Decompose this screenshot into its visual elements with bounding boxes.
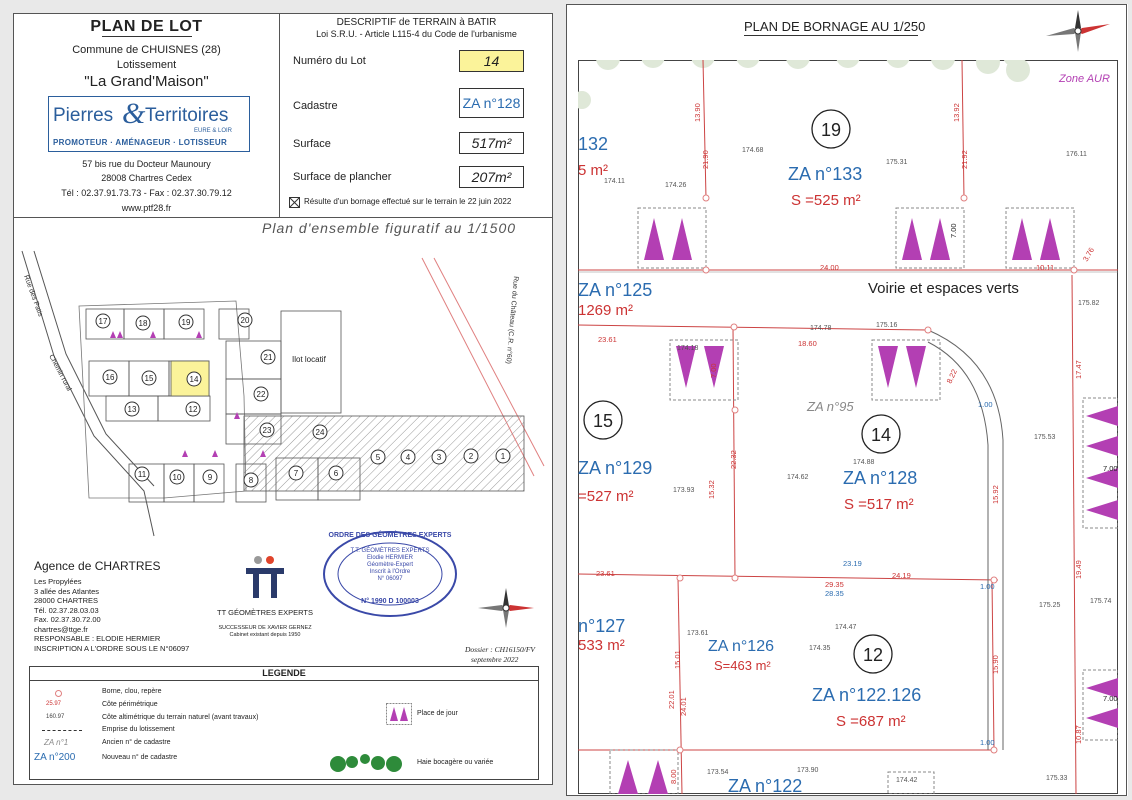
cadastre-value: ZA n°128: [459, 88, 524, 118]
lot-20: 20: [240, 316, 250, 325]
legende-title: LEGENDE: [30, 667, 538, 681]
logo-word-2: Territoires: [145, 105, 229, 126]
legende-text: Emprise du lotissement: [102, 726, 175, 733]
bornage-lot-12: 12: [862, 645, 884, 665]
alt: 175.31: [886, 159, 908, 166]
borne-icon: [55, 690, 62, 697]
legende-text: Côte périmétrique: [102, 701, 158, 708]
dim: 7.00: [709, 363, 718, 378]
row-label-plancher: Surface de plancher: [293, 171, 392, 183]
dim: 22.32: [729, 450, 738, 469]
za-126: ZA n°126: [708, 638, 774, 655]
surface-126: S=463 m²: [714, 658, 771, 673]
lot-4: 4: [405, 453, 411, 462]
dim: 7.00: [1103, 464, 1118, 473]
dim: 23.19: [843, 559, 862, 568]
row-label-cadastre: Cadastre: [293, 100, 338, 112]
dim: 29.35: [825, 580, 844, 589]
dim: 7.00: [949, 223, 958, 238]
alt: 175.74: [1090, 598, 1112, 605]
dim: 23.61: [598, 335, 617, 344]
bornage-lot-14: 14: [870, 425, 892, 445]
stamp-line: Inscrit à l'Ordre: [369, 569, 411, 575]
stamp-line: Elodie HERMIER: [366, 555, 413, 561]
bornage-lot-19: 19: [820, 120, 842, 140]
road-label-chemin: Chemin rural: [47, 353, 73, 393]
za-133: ZA n°133: [788, 164, 863, 184]
alt: 174.62: [787, 474, 809, 481]
plan-ensemble-map: [14, 236, 553, 541]
row-label-lot: Numéro du Lot: [293, 55, 366, 67]
surface-125: 1269 m²: [578, 302, 634, 319]
haie-label: Haie bocagère ou variée: [417, 759, 494, 766]
title-underline: [102, 36, 192, 37]
tt-brand: TT GÉOMÈTRES EXPERTS: [217, 608, 313, 617]
agency-line: INSCRIPTION A L'ORDRE SOUS LE N°06097: [34, 643, 190, 653]
alt: 174.88: [853, 459, 875, 466]
agency-line: chartres@ttge.fr: [34, 624, 88, 634]
za-129: ZA n°129: [578, 458, 653, 478]
plan-de-lot-sheet: [13, 13, 553, 785]
alt: 174.35: [809, 645, 831, 652]
legende-sym: ZA n°1: [44, 738, 69, 747]
address-street: 57 bis rue du Docteur Maunoury: [82, 159, 211, 169]
alt: 175.53: [1034, 434, 1056, 441]
address-city: 28008 Chartres Cedex: [101, 173, 192, 183]
lot-15: 15: [144, 374, 154, 383]
dim: 3.76: [1080, 245, 1097, 263]
logo-tagline: PROMOTEUR · AMÉNAGEUR · LOTISSEUR: [53, 138, 228, 147]
lot-12: 12: [188, 405, 198, 414]
bornage-checkbox-icon: [289, 197, 300, 208]
dim: 8.22: [944, 367, 959, 385]
dim: 8.00: [669, 769, 678, 784]
alt: 174.78: [810, 325, 832, 332]
surface-132: 5 m²: [578, 162, 608, 179]
logo-region: EURE & LOIR: [194, 128, 233, 134]
logo-word-1: Pierres: [53, 105, 114, 126]
alt: 175.16: [876, 322, 898, 329]
lot-6: 6: [333, 469, 339, 478]
agency-line: Tél. 02.37.28.03.03: [34, 605, 99, 615]
ordre-stamp: [322, 530, 458, 618]
dim: 15.32: [707, 480, 716, 499]
header-block: [14, 14, 280, 218]
legende-sym: 25.97: [46, 701, 62, 707]
pierres-territoires-logo: [48, 96, 250, 152]
lot-19: 19: [181, 318, 191, 327]
lot-10: 10: [172, 473, 182, 482]
legende-box: [29, 666, 539, 780]
lot-17: 17: [98, 317, 108, 326]
alt: 174.26: [665, 182, 687, 189]
za-122-126: ZA n°122.126: [812, 685, 922, 705]
dossier-date: septembre 2022: [471, 655, 519, 664]
lot-1: 1: [500, 452, 506, 461]
dim: 17.47: [1074, 360, 1083, 379]
lot-3: 3: [436, 453, 442, 462]
lot-2: 2: [468, 452, 474, 461]
legende-text: Nouveau n° de cadastre: [102, 754, 178, 761]
dossier-ref: Dossier : CH16150/FV: [465, 645, 535, 654]
agency-details: [34, 577, 189, 653]
za-128: ZA n°128: [843, 468, 918, 488]
commune: Commune de CHUISNES (28): [72, 44, 221, 56]
dim: 23.61: [596, 569, 615, 578]
plan-bornage-sheet: [566, 4, 1128, 796]
ilot-locatif-label: Ilot locatif: [292, 355, 326, 364]
alt: 174.11: [604, 178, 625, 185]
za-132: 132: [578, 134, 609, 154]
agency-line: RESPONSABLE : ELODIE HERMIER: [34, 634, 161, 643]
stamp-line: Géomètre-Expert: [366, 562, 414, 568]
descriptif-law: Loi S.R.U. - Article L115-4 du Code de l'urbanisme: [316, 29, 517, 39]
dim: 21.92: [960, 150, 969, 169]
alt: 173.54: [707, 769, 729, 776]
row-label-surface: Surface: [293, 138, 331, 150]
zone-aur-label: Zone AUR: [1059, 73, 1110, 85]
alt: 173.93: [673, 487, 695, 494]
surface-value: 517m²: [459, 132, 524, 154]
bornage-lot-15: 15: [592, 411, 614, 431]
alt: 175.25: [1039, 602, 1061, 609]
dim: 19.49: [1074, 560, 1083, 579]
lot-16: 16: [105, 373, 115, 382]
alt: 174.68: [742, 147, 764, 154]
haie-icon: [328, 752, 414, 774]
za-127: n°127: [578, 616, 626, 636]
dim: 18.60: [798, 339, 817, 348]
legende-sym: 160.97: [46, 714, 65, 720]
road-label-chateau: Rue du Château (C.R. n°60): [504, 275, 519, 365]
voirie-label: Voirie et espaces verts: [868, 280, 1019, 297]
surface-127: 533 m²: [578, 637, 625, 654]
alt: 176.11: [1066, 151, 1087, 158]
lot-22: 22: [256, 390, 266, 399]
stamp-lines: [322, 548, 458, 583]
address-web[interactable]: www.ptf28.fr: [121, 203, 172, 213]
dim: 15.01: [673, 650, 682, 669]
ampersand-icon: &: [122, 97, 146, 130]
dim: 15.90: [991, 655, 1000, 674]
compass-rose-icon: [476, 586, 536, 630]
descriptif-title: DESCRIPTIF de TERRAIN à BATIR: [336, 17, 497, 28]
plan-ensemble-title: Plan d'ensemble figuratif au 1/1500: [262, 220, 517, 236]
emprise-line-icon: [42, 730, 82, 731]
stamp-line: N° 06097: [377, 576, 403, 582]
lotissement-name: "La Grand'Maison": [84, 73, 209, 90]
dim: 22.01: [667, 690, 676, 709]
alt: 173.90: [797, 767, 819, 774]
lot-7: 7: [293, 469, 299, 478]
dim: 1.00: [978, 400, 993, 409]
lot-21: 21: [263, 353, 273, 362]
descriptif-block: [279, 14, 553, 218]
alt: 174.47: [835, 624, 857, 631]
lot-11: 11: [137, 470, 147, 479]
bornage-title: PLAN DE BORNAGE AU 1/250: [744, 19, 926, 34]
lot-5: 5: [375, 453, 381, 462]
alt: 175.82: [1078, 300, 1100, 307]
lot-24: 24: [315, 428, 325, 437]
place-de-jour-label: Place de jour: [417, 710, 458, 717]
agency-line: Les Propylées: [34, 577, 82, 586]
agency-line: Fax. 02.37.30.72.00: [34, 615, 101, 624]
lot-8: 8: [248, 476, 254, 485]
lot-18: 18: [138, 319, 148, 328]
tt-since: Cabinet existant depuis 1950: [229, 632, 301, 638]
surface-133: S =525 m²: [791, 192, 861, 209]
plancher-value: 207m²: [459, 166, 524, 188]
dim: 1.00: [980, 582, 995, 591]
alt: 173.61: [687, 630, 709, 637]
dim: 24.00: [820, 263, 839, 272]
za-122: ZA n°122: [728, 776, 803, 796]
dim: 21.90: [701, 150, 710, 169]
stamp-ring-text: ORDRE DES GÉOMÈTRES EXPERTS: [328, 532, 452, 539]
legende-sym: ZA n°200: [34, 752, 76, 763]
lot-13: 13: [127, 405, 137, 414]
agency-line: 3 allée des Atlantes: [34, 586, 100, 596]
old-cadastre-label: ZA n°95: [807, 399, 854, 414]
lot-23: 23: [262, 426, 272, 435]
dim: 15.92: [991, 485, 1000, 504]
tt-logo-icon: [240, 552, 290, 602]
dim: 1.00: [980, 738, 995, 747]
place-de-jour-icon: [386, 703, 412, 725]
surface-129: =527 m²: [578, 488, 634, 505]
alt: 174.42: [896, 777, 918, 784]
address-phones: Tél : 02.37.91.73.73 - Fax : 02.37.30.79.12: [61, 188, 232, 198]
dim: 13.92: [952, 103, 961, 122]
dim: 24.01: [679, 697, 688, 716]
agency-name: Agence de CHARTRES: [34, 559, 161, 573]
dim: 24.19: [892, 571, 911, 580]
stamp-line: T.T. GÉOMÈTRES EXPERTS: [350, 548, 430, 554]
legende-text: Borne, clou, repère: [102, 688, 162, 695]
surface-122-126: S =687 m²: [836, 713, 906, 730]
lot-9: 9: [207, 473, 213, 482]
dim: 10.87: [1074, 725, 1083, 744]
dim: 7.00: [1103, 694, 1118, 703]
page-title: PLAN DE LOT: [90, 18, 203, 35]
alt: 174.18: [677, 345, 699, 352]
dim: 10.11: [1036, 263, 1055, 272]
bornage-note: Résulte d'un bornage effectué sur le terrain le 22 juin 2022: [304, 197, 512, 206]
dim: 13.90: [693, 103, 702, 122]
lotissement-type: Lotissement: [116, 59, 177, 71]
alt: 175.33: [1046, 775, 1068, 782]
za-125: ZA n°125: [578, 280, 653, 300]
road-label-patis: Rue des Patis: [22, 274, 44, 318]
tt-successor: SUCCESSEUR DE XAVIER GERNEZ: [218, 625, 312, 631]
lot-14: 14: [189, 375, 199, 384]
lot-number-value: 14: [459, 50, 524, 72]
bornage-labels: [566, 4, 1128, 796]
agency-line: 28000 CHARTRES: [34, 596, 99, 605]
surface-128: S =517 m²: [844, 496, 914, 513]
legende-text: Ancien n° de cadastre: [102, 739, 171, 746]
dim: 28.35: [825, 589, 844, 598]
legende-text: Côte altimétrique du terrain naturel (avant travaux): [102, 714, 259, 721]
stamp-number: N° 1990 D 100003: [361, 598, 419, 605]
